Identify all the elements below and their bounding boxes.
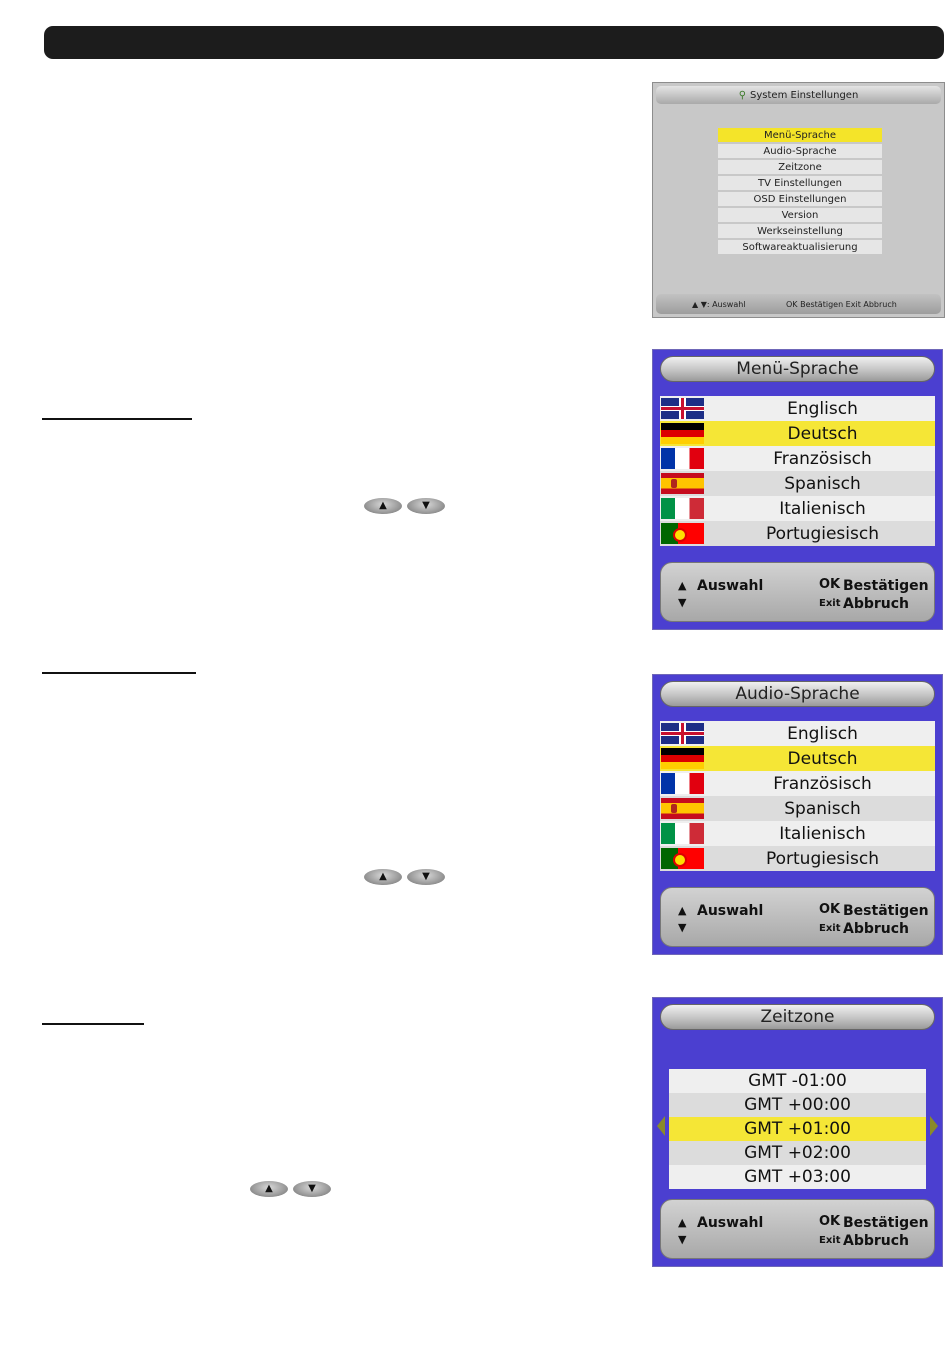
audio-language-list bbox=[660, 721, 935, 871]
arrow-down-icon: ▼ bbox=[678, 1233, 687, 1246]
list-item-english[interactable] bbox=[660, 721, 935, 746]
menu-item-factory-reset[interactable]: Werkseinstellung bbox=[718, 224, 882, 238]
arrow-keys-illustration bbox=[250, 1181, 331, 1197]
system-settings-title: System Einstellungen bbox=[750, 89, 859, 101]
list-item-italian[interactable] bbox=[660, 496, 935, 521]
footer-confirm-label: Bestätigen bbox=[843, 578, 929, 594]
footer-select-label: Auswahl bbox=[697, 903, 764, 919]
list-item-spanish[interactable] bbox=[660, 796, 935, 821]
footer-cancel-label: Abbruch bbox=[843, 1233, 910, 1249]
language-label: Spanisch bbox=[784, 798, 861, 819]
list-item-portuguese[interactable] bbox=[660, 846, 935, 871]
ok-key-label: OK bbox=[819, 1214, 841, 1229]
footer-confirm-label: Bestätigen bbox=[843, 903, 929, 919]
arrow-down-key-icon: ▼ bbox=[293, 1181, 331, 1197]
menu-item-audio-language[interactable]: Audio-Sprache bbox=[718, 144, 882, 158]
language-label: Französisch bbox=[773, 773, 872, 794]
germany-flag-icon bbox=[661, 423, 704, 444]
list-item-timezone[interactable]: GMT +00:00 bbox=[669, 1093, 926, 1117]
list-item-portuguese[interactable] bbox=[660, 521, 935, 546]
exit-key-label: Exit bbox=[819, 598, 841, 609]
language-label: Portugiesisch bbox=[765, 523, 879, 544]
italy-flag-icon bbox=[661, 823, 704, 844]
timezone-screen bbox=[652, 997, 943, 1267]
system-settings-menu bbox=[718, 128, 882, 256]
system-settings-screen bbox=[652, 82, 945, 318]
osd-footer bbox=[660, 562, 935, 622]
spain-flag-icon bbox=[661, 798, 704, 819]
footer-select-hint: ▲ ▼: Auswahl bbox=[692, 299, 746, 309]
menu-item-menu-language[interactable]: Menü-Sprache bbox=[718, 128, 882, 142]
germany-flag-icon bbox=[661, 748, 704, 769]
france-flag-icon bbox=[661, 773, 704, 794]
language-label: Italienisch bbox=[779, 498, 866, 519]
menu-item-timezone[interactable]: Zeitzone bbox=[718, 160, 882, 174]
uk-flag-icon bbox=[661, 723, 704, 744]
search-icon: ⚲ bbox=[738, 89, 747, 101]
arrow-up-key-icon: ▲ bbox=[364, 869, 402, 885]
menu-item-osd-settings[interactable]: OSD Einstellungen bbox=[718, 192, 882, 206]
language-label: Französisch bbox=[773, 448, 872, 469]
menu-language-title: Menü-Sprache bbox=[660, 356, 935, 382]
audio-language-screen bbox=[652, 674, 943, 955]
footer-confirm-cancel-hint: OK Bestätigen Exit Abbruch bbox=[786, 299, 897, 309]
footer-select-label: Auswahl bbox=[697, 578, 764, 594]
menu-item-version[interactable]: Version bbox=[718, 208, 882, 222]
france-flag-icon bbox=[661, 448, 704, 469]
arrow-down-key-icon: ▼ bbox=[407, 869, 445, 885]
list-item-german[interactable] bbox=[660, 421, 935, 446]
language-label: Englisch bbox=[787, 398, 858, 419]
arrow-down-icon: ▼ bbox=[678, 921, 687, 934]
language-label: Deutsch bbox=[787, 423, 858, 444]
section-heading-timezone bbox=[42, 1023, 144, 1025]
footer-cancel-label: Abbruch bbox=[843, 921, 910, 937]
timezone-list bbox=[669, 1069, 926, 1189]
list-item-italian[interactable] bbox=[660, 821, 935, 846]
audio-language-title: Audio-Sprache bbox=[660, 681, 935, 707]
arrow-keys-illustration bbox=[364, 869, 445, 885]
menu-item-tv-settings[interactable]: TV Einstellungen bbox=[718, 176, 882, 190]
arrow-right-icon[interactable] bbox=[930, 1116, 938, 1136]
ok-key-label: OK bbox=[819, 577, 841, 592]
portugal-flag-icon bbox=[661, 523, 704, 544]
section-heading-audio-language bbox=[42, 672, 196, 674]
uk-flag-icon bbox=[661, 398, 704, 419]
language-label: Portugiesisch bbox=[765, 848, 879, 869]
arrow-down-key-icon: ▼ bbox=[407, 498, 445, 514]
footer-select-label: Auswahl bbox=[697, 1215, 764, 1231]
portugal-flag-icon bbox=[661, 848, 704, 869]
system-settings-title-bar bbox=[656, 86, 941, 104]
arrow-down-icon: ▼ bbox=[678, 596, 687, 609]
exit-key-label: Exit bbox=[819, 923, 841, 934]
arrow-up-icon: ▲ bbox=[678, 1216, 687, 1229]
menu-language-screen bbox=[652, 349, 943, 630]
language-label: Deutsch bbox=[787, 748, 858, 769]
arrow-up-key-icon: ▲ bbox=[250, 1181, 288, 1197]
list-item-timezone[interactable]: GMT +02:00 bbox=[669, 1141, 926, 1165]
menu-language-list bbox=[660, 396, 935, 546]
arrow-keys-illustration bbox=[364, 498, 445, 514]
language-label: Englisch bbox=[787, 723, 858, 744]
footer-cancel-label: Abbruch bbox=[843, 596, 910, 612]
timezone-title: Zeitzone bbox=[660, 1004, 935, 1030]
spain-flag-icon bbox=[661, 473, 704, 494]
language-label: Italienisch bbox=[779, 823, 866, 844]
exit-key-label: Exit bbox=[819, 1235, 841, 1246]
arrow-up-key-icon: ▲ bbox=[364, 498, 402, 514]
arrow-up-icon: ▲ bbox=[678, 904, 687, 917]
list-item-french[interactable] bbox=[660, 771, 935, 796]
list-item-german[interactable] bbox=[660, 746, 935, 771]
footer-confirm-label: Bestätigen bbox=[843, 1215, 929, 1231]
osd-footer bbox=[660, 1199, 935, 1259]
arrow-left-icon[interactable] bbox=[657, 1116, 665, 1136]
language-label: Spanisch bbox=[784, 473, 861, 494]
list-item-timezone[interactable]: GMT -01:00 bbox=[669, 1069, 926, 1093]
header-bar bbox=[44, 26, 944, 59]
arrow-up-icon: ▲ bbox=[678, 579, 687, 592]
section-heading-menu-language bbox=[42, 418, 192, 420]
list-item-spanish[interactable] bbox=[660, 471, 935, 496]
list-item-timezone[interactable]: GMT +01:00 bbox=[669, 1117, 926, 1141]
list-item-timezone[interactable]: GMT +03:00 bbox=[669, 1165, 926, 1189]
system-settings-footer bbox=[656, 294, 941, 314]
list-item-french[interactable] bbox=[660, 446, 935, 471]
ok-key-label: OK bbox=[819, 902, 841, 917]
italy-flag-icon bbox=[661, 498, 704, 519]
list-item-english[interactable] bbox=[660, 396, 935, 421]
osd-footer bbox=[660, 887, 935, 947]
menu-item-software-update[interactable]: Softwareaktualisierung bbox=[718, 240, 882, 254]
